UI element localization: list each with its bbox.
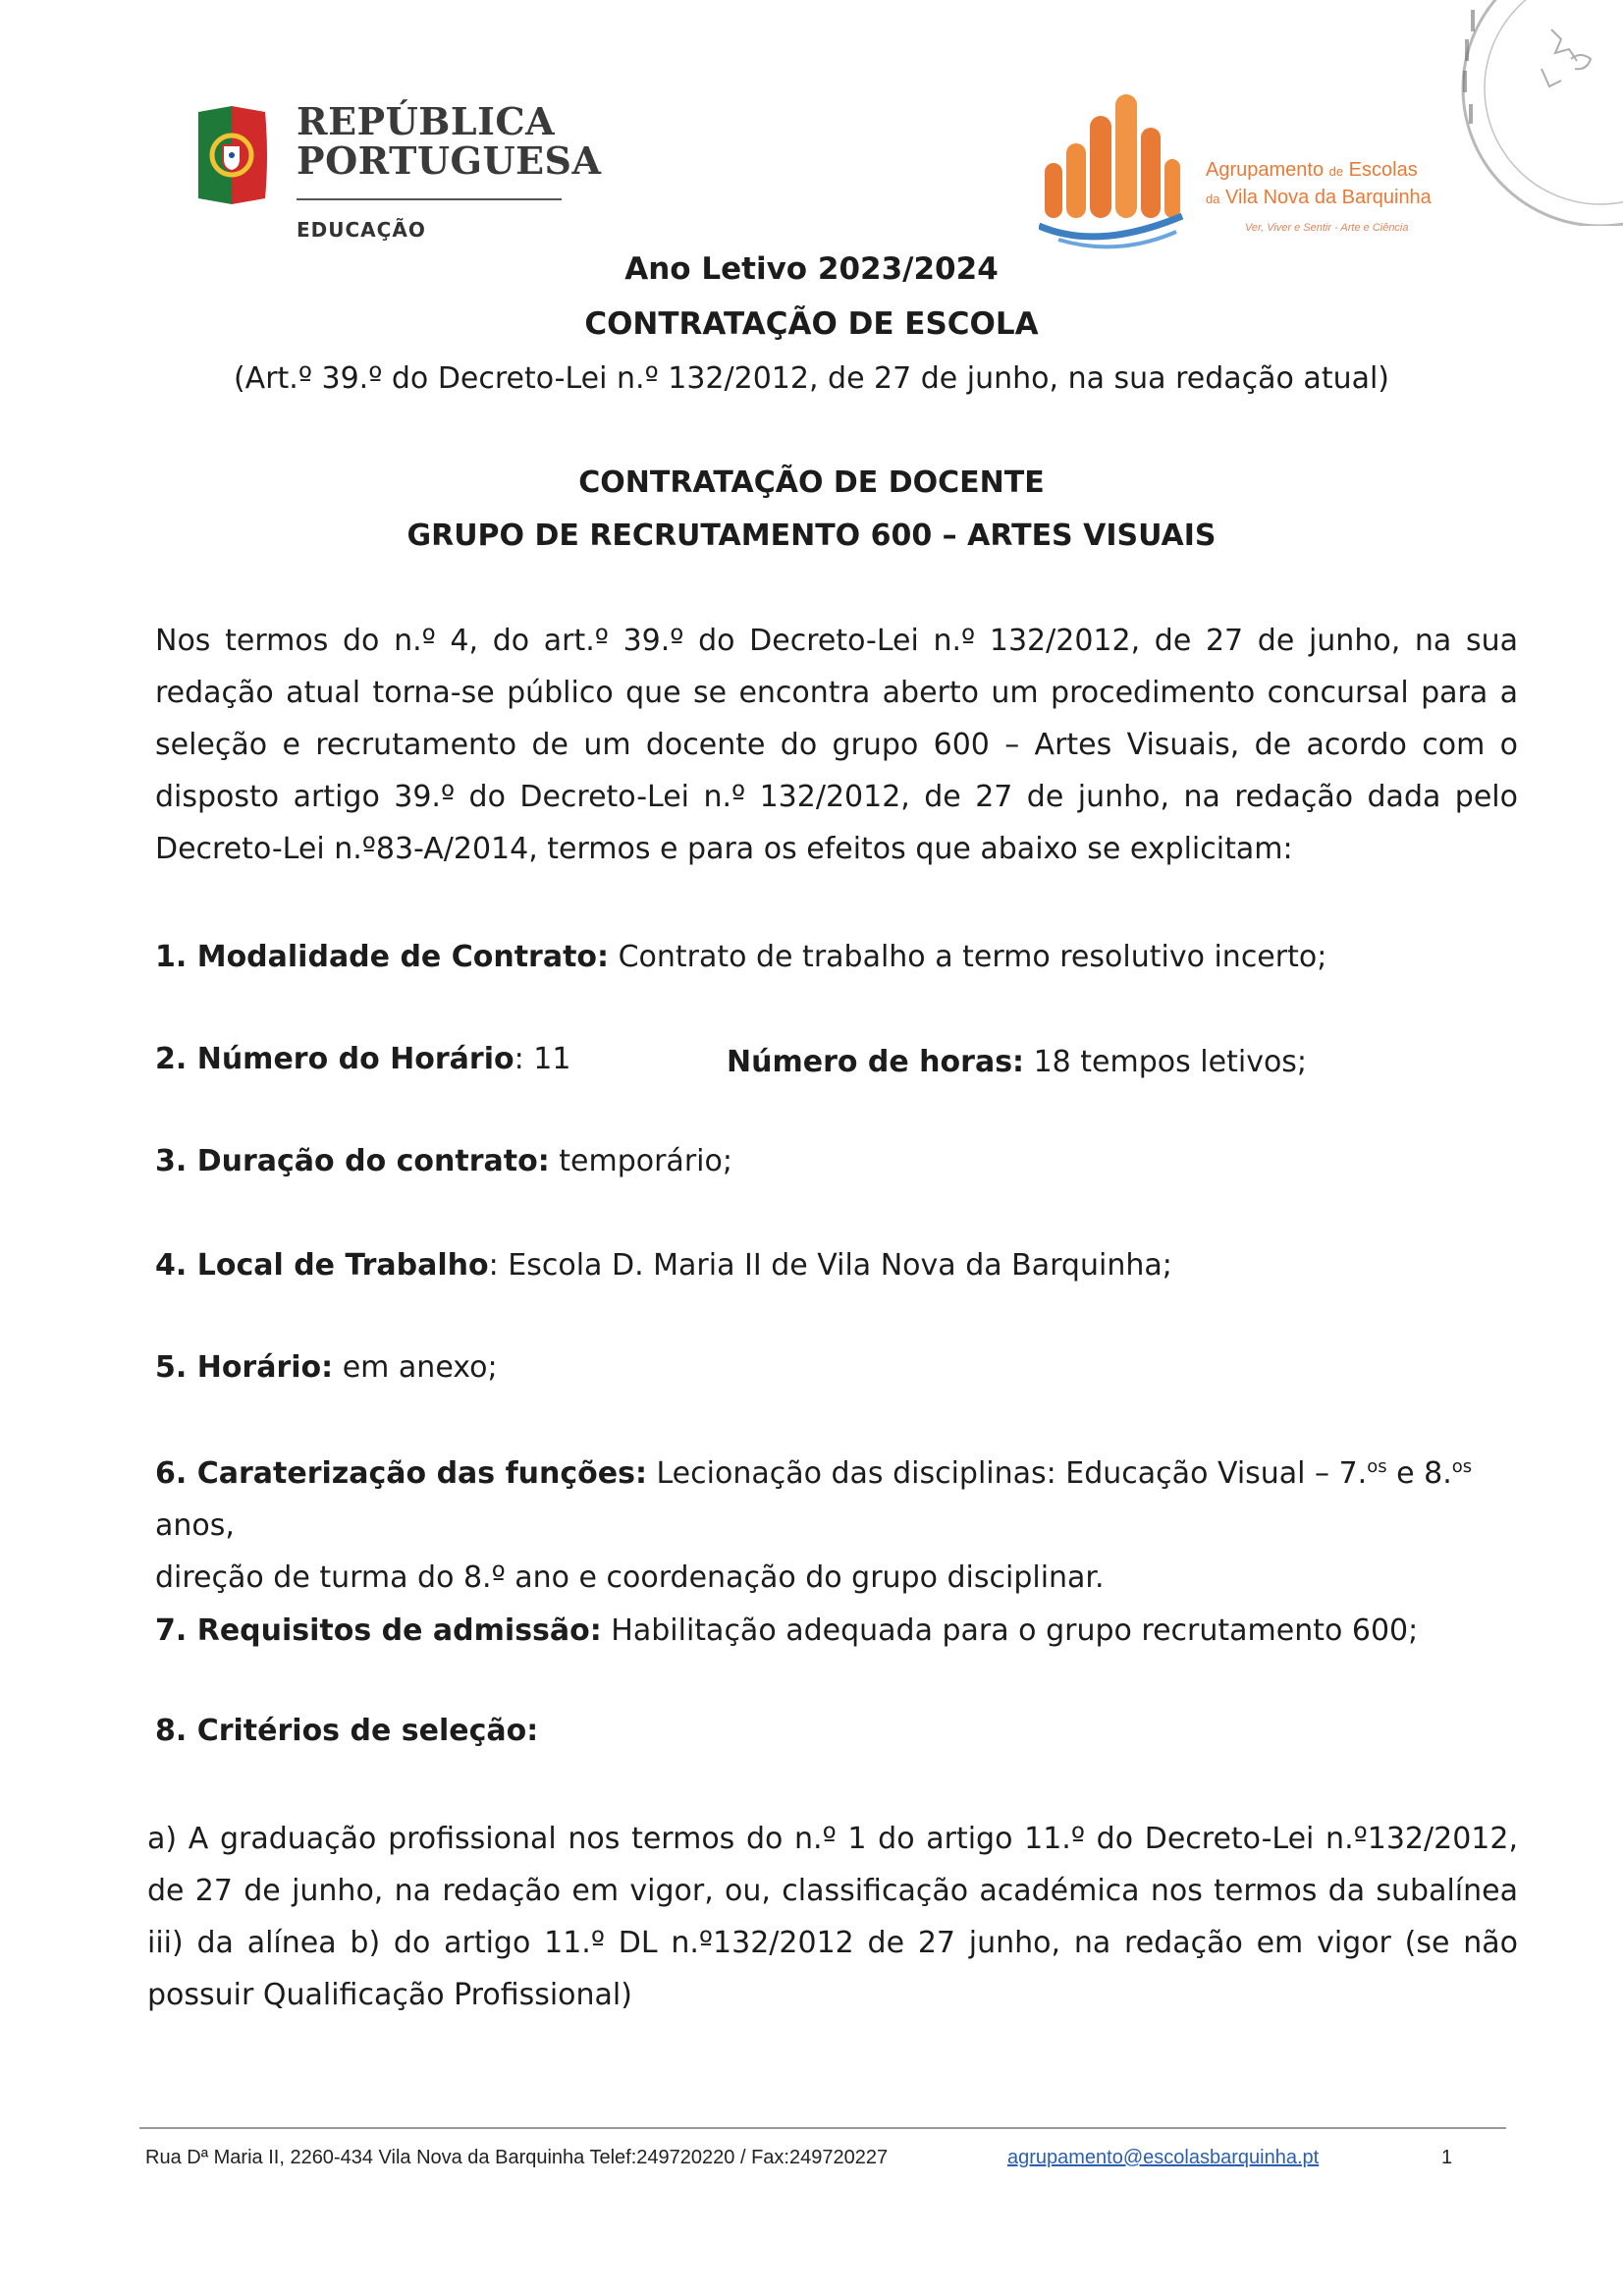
item-local-trabalho-value: : Escola D. Maria II de Vila Nova da Barquinha; — [488, 1248, 1172, 1283]
item-numero-horario-label: 2. Número do Horário — [155, 1042, 514, 1076]
item-numero-horas — [727, 1036, 1512, 1088]
republica-subtitle: EDUCAÇÃO — [297, 218, 426, 242]
republica-line1: REPÚBLICA — [297, 99, 556, 143]
agrupamento-word: Agrupamento — [1206, 159, 1325, 181]
item-horario-label: 5. Horário: — [155, 1350, 334, 1385]
footer-divider — [139, 2127, 1506, 2129]
agrupamento-de: de — [1328, 164, 1344, 179]
item-horario — [155, 1341, 1530, 1394]
item-numero-horas-value: 18 tempos letivos; — [1024, 1045, 1308, 1079]
republica-portuguesa-logo — [194, 99, 602, 249]
item-duracao-value: temporário; — [549, 1144, 732, 1178]
agrupamento-motto: Ver, Viver e Sentir - Arte e Ciência — [1245, 222, 1409, 234]
item-modalidade — [155, 931, 1530, 983]
page-number: 1 — [1441, 2147, 1453, 2168]
criteria-a-paragraph: a) A graduação profissional nos termos do n.º 1 do artigo 11.º do Decreto-Lei n.º132/2012, de 27 de junho, na redação em vigor, ou, classificação académica nos termos da subalínea iii) da alínea b) do artigo 11.º DL n.º132/2012 de 27 junho, na redação em vigor (se não possuir Qualificação Profissional) — [147, 1822, 1518, 2012]
item-horario-value: em anexo; — [333, 1350, 498, 1385]
item-caraterizacao-line2: direção de turma do 8.º ano e coordenação do grupo disciplinar. — [155, 1560, 1105, 1595]
grupo-recrutamento-title: GRUPO DE RECRUTAMENTO 600 – ARTES VISUAIS — [406, 519, 1217, 553]
item-criterios-label: 8. Critérios de seleção: — [155, 1714, 539, 1748]
contratacao-docente-title: CONTRATAÇÃO DE DOCENTE — [578, 465, 1045, 500]
item-caraterizacao-value-a: Lecionação das disciplinas: Educação Visual – 7. — [646, 1456, 1368, 1491]
item-caraterizacao — [155, 1448, 1530, 1604]
agrupamento-place: Vila Nova da Barquinha — [1225, 187, 1432, 208]
portugal-flag-icon — [194, 106, 269, 204]
item-numero-horario — [155, 1033, 705, 1085]
item-duracao-label: 3. Duração do contrato: — [155, 1144, 550, 1178]
item-numero-horario-value: : 11 — [514, 1042, 571, 1076]
item-criterios — [155, 1705, 1530, 1757]
item-caraterizacao-value-b: e 8. — [1386, 1456, 1452, 1491]
item-requisitos-value: Habilitação adequada para o grupo recrutamento 600; — [601, 1613, 1419, 1648]
item-duracao — [155, 1135, 1530, 1187]
contratacao-escola-title: CONTRATAÇÃO DE ESCOLA — [584, 306, 1039, 342]
logo-divider — [297, 198, 562, 200]
footer-address: Rua Dª Maria II, 2260-434 Vila Nova da Barquinha Telef:249720220 / Fax:249720227 — [145, 2147, 889, 2168]
item-caraterizacao-value-c: anos, — [155, 1508, 235, 1543]
agrupamento-emblem-icon — [1039, 94, 1186, 251]
item-caraterizacao-sup1: os — [1367, 1456, 1387, 1477]
item-local-trabalho — [155, 1239, 1530, 1291]
item-caraterizacao-label: 6. Caraterização das funções: — [155, 1456, 647, 1491]
agrupamento-escolas: Escolas — [1348, 159, 1418, 181]
ano-letivo-title: Ano Letivo 2023/2024 — [624, 251, 999, 287]
agrupamento-logo — [1039, 94, 1471, 251]
item-modalidade-value: Contrato de trabalho a termo resolutivo incerto; — [609, 940, 1327, 974]
footer-email-link[interactable]: agrupamento@escolasbarquinha.pt — [1007, 2147, 1320, 2168]
item-requisitos-label: 7. Requisitos de admissão: — [155, 1613, 602, 1648]
official-stamp-icon — [1443, 0, 1623, 226]
item-caraterizacao-sup2: os — [1451, 1456, 1473, 1477]
item-requisitos — [155, 1605, 1530, 1657]
legal-reference: (Art.º 39.º do Decreto-Lei n.º 132/2012, de 27 de junho, na sua redação atual) — [233, 361, 1390, 396]
republica-line2: PORTUGUESA — [297, 138, 602, 183]
intro-paragraph: Nos termos do n.º 4, do art.º 39.º do Decreto-Lei n.º 132/2012, de 27 de junho, na sua redação atual torna-se público que se encontra aberto um procedimento concursal para a seleção e recrutamento de um docente do grupo 600 – Artes Visuais, de acordo com o disposto artigo 39.º do Decreto-Lei n.º 132/2012, de 27 de junho, na redação dada pelo Decreto-Lei n.º83-A/2014, termos e para os efeitos que abaixo se explicitam: — [155, 624, 1518, 866]
item-numero-horas-label: Número de horas: — [727, 1045, 1025, 1079]
item-local-trabalho-label: 4. Local de Trabalho — [155, 1248, 489, 1283]
agrupamento-da: da — [1206, 191, 1220, 206]
item-modalidade-label: 1. Modalidade de Contrato: — [155, 940, 610, 974]
